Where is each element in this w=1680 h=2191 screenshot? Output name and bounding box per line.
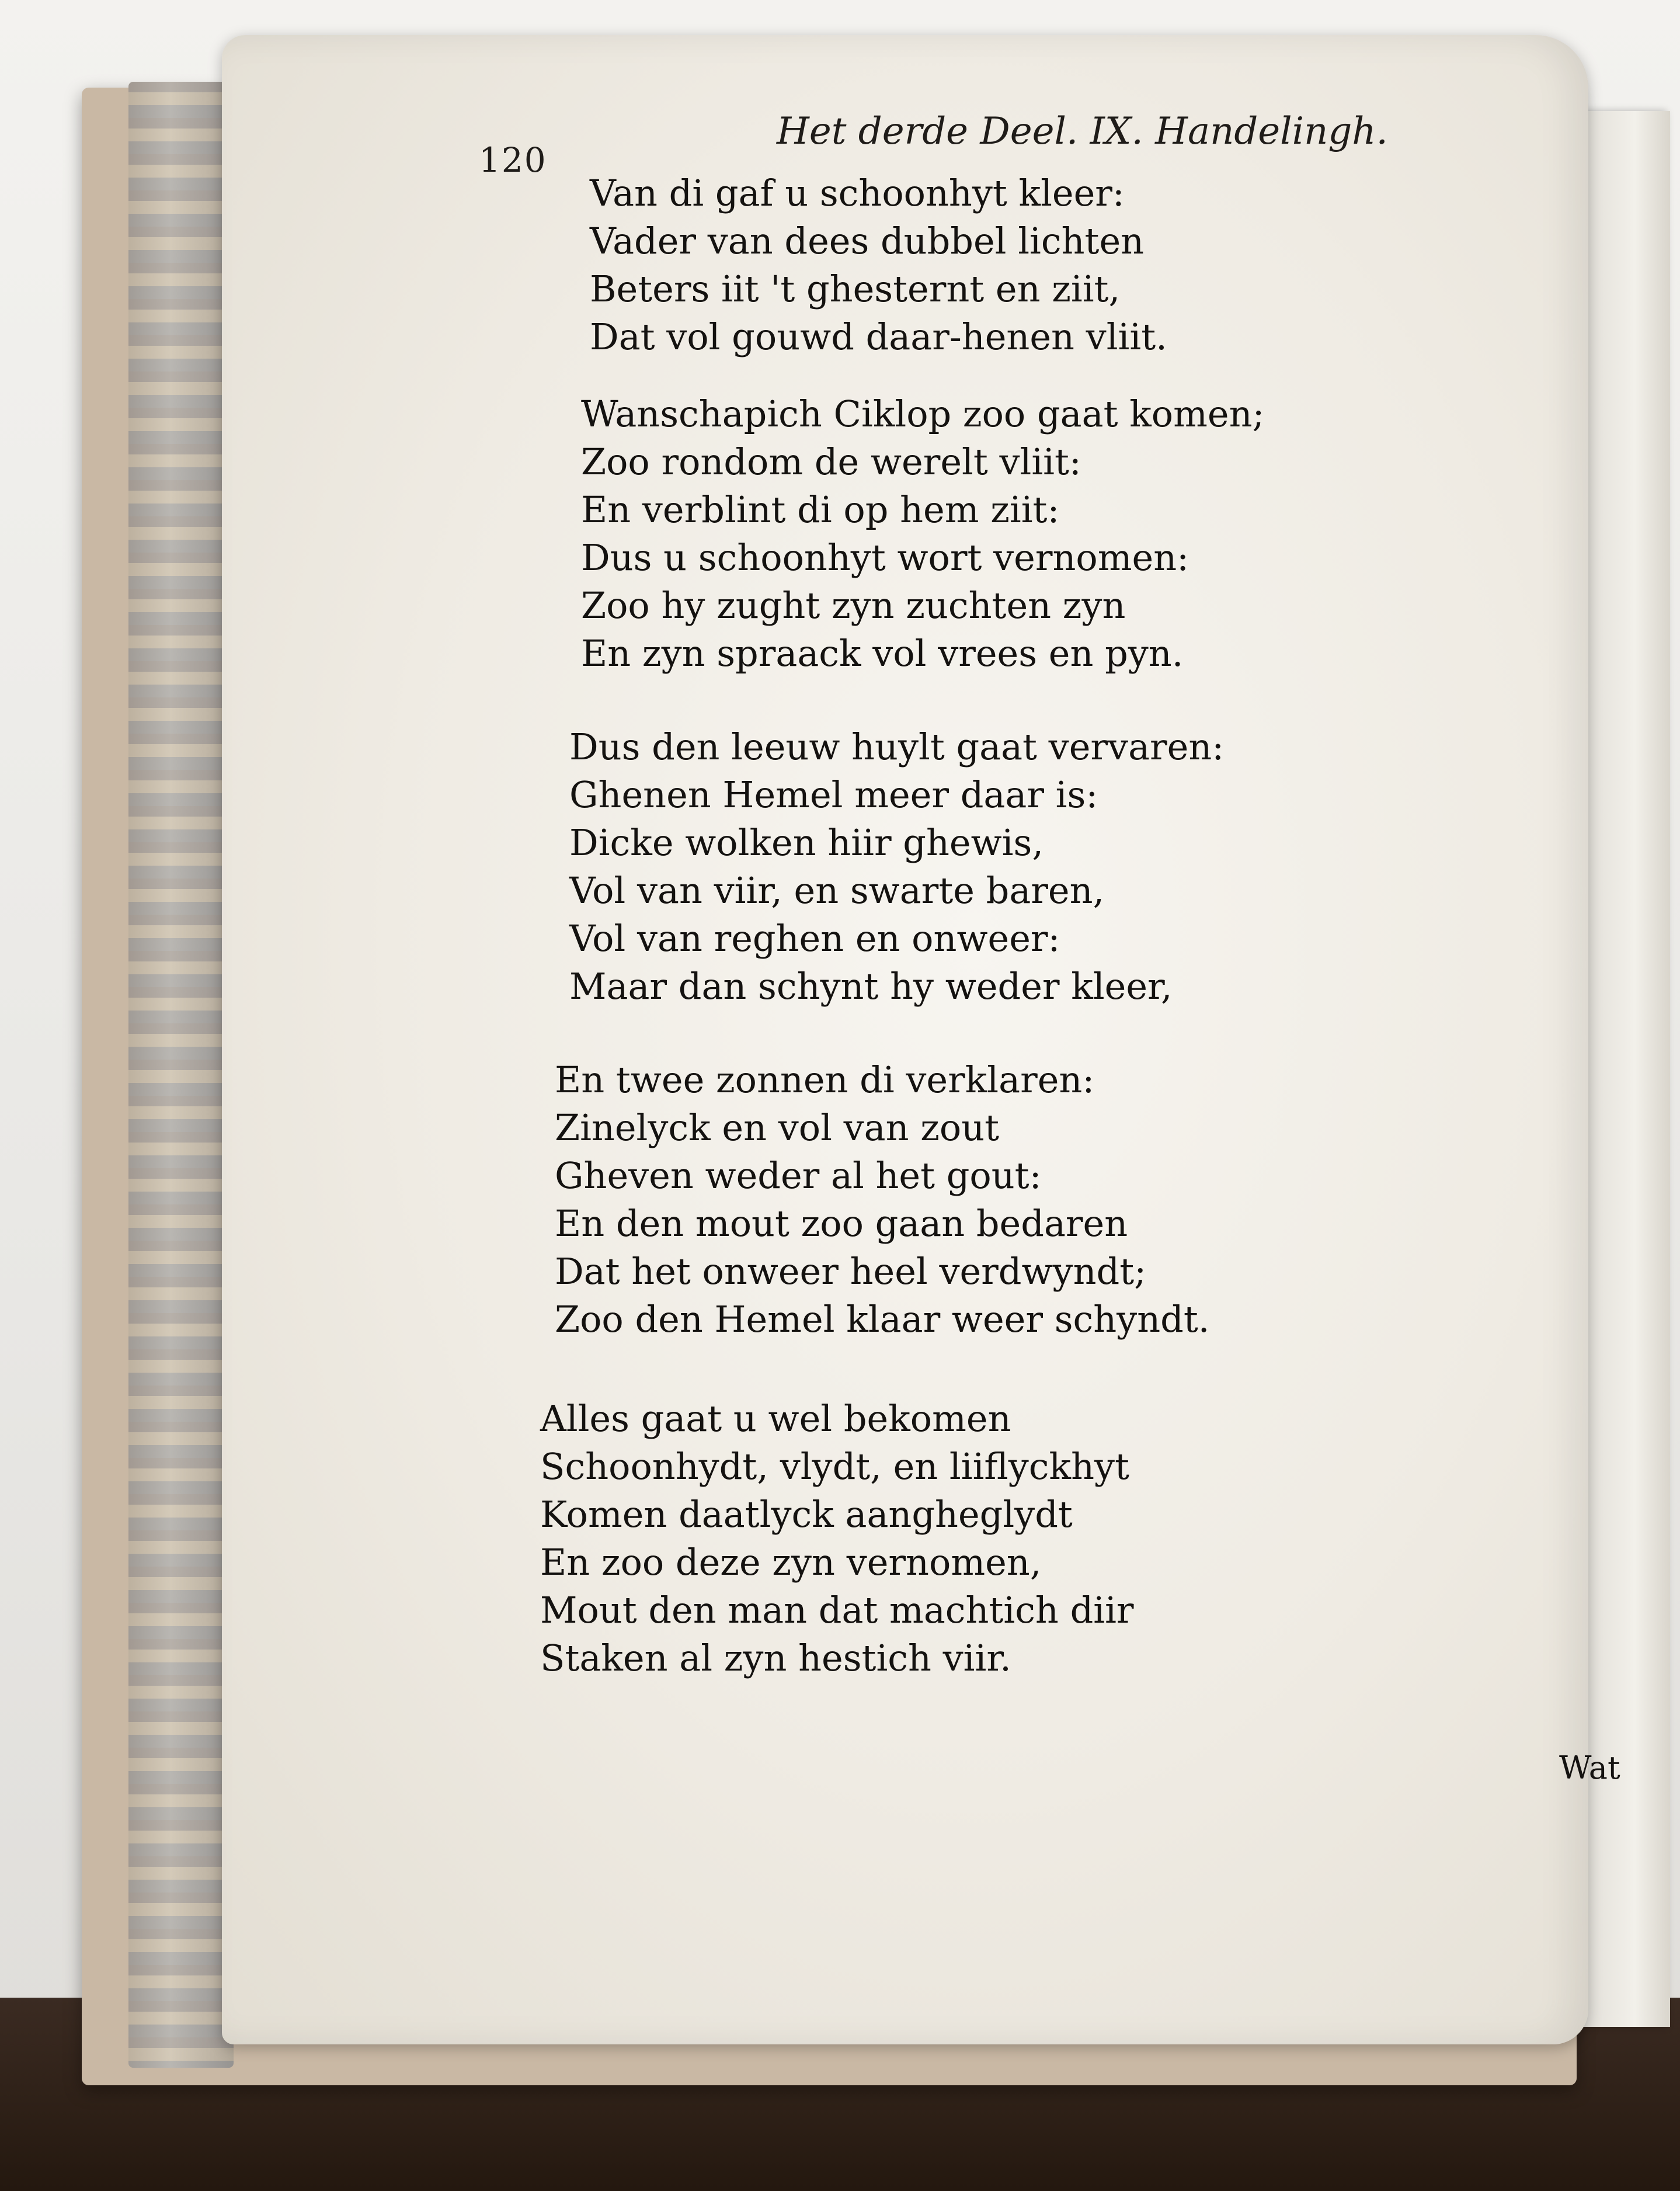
stanza	[569, 723, 1224, 1011]
facing-page-edge	[1582, 111, 1670, 2027]
verse-line: Zoo rondom de werelt vliit:	[581, 440, 1081, 483]
verse-line: Zoo hy zught zyn zuchten zyn	[581, 584, 1126, 627]
page-number: 120	[479, 140, 547, 180]
stanza	[540, 1395, 1134, 1682]
verse-line: Van di gaf u schoonhyt kleer:	[590, 172, 1125, 214]
verse-line: Vader van dees dubbel lichten	[590, 220, 1145, 262]
verse-line: Zinelyck en vol van zout	[555, 1106, 1000, 1149]
verse-line: Dat het onweer heel verdwyndt;	[555, 1250, 1147, 1293]
verse-line: Vol van viir, en swarte baren,	[569, 869, 1105, 912]
catchword: Wat	[1559, 1749, 1620, 1786]
book-spine-marbled	[128, 82, 234, 2068]
stanza	[581, 390, 1264, 678]
verse-line: Mout den man dat machtich diir	[540, 1589, 1134, 1631]
verse-line: Dat vol gouwd daar-henen vliit.	[590, 315, 1167, 358]
stanza	[555, 1056, 1209, 1343]
verse-line: Dus u schoonhyt wort vernomen:	[581, 536, 1189, 579]
verse-line: Alles gaat u wel bekomen	[540, 1397, 1011, 1440]
running-head: Het derde Deel. IX. Handelingh.	[777, 110, 1388, 153]
verse-line: Gheven weder al het gout:	[555, 1154, 1042, 1197]
verse-line: En twee zonnen di verklaren:	[555, 1058, 1095, 1101]
verse-line: Schoonhydt, vlydt, en liiflyckhyt	[540, 1445, 1129, 1488]
verse-line: Staken al zyn hestich viir.	[540, 1637, 1011, 1679]
stanza	[590, 169, 1167, 361]
verse-line: Zoo den Hemel klaar weer schyndt.	[555, 1298, 1210, 1341]
verse-line: Maar dan schynt hy weder kleer,	[569, 965, 1173, 1008]
verse-line: Dicke wolken hiir ghewis,	[569, 821, 1044, 864]
verse-line: Vol van reghen en onweer:	[569, 917, 1060, 960]
verse-line: Beters iit 't ghesternt en ziit,	[590, 268, 1121, 310]
verse-line: Dus den leeuw huylt gaat vervaren:	[569, 725, 1225, 768]
verse-line: Ghenen Hemel meer daar is:	[569, 773, 1098, 816]
verse-line: En zyn spraack vol vrees en pyn.	[581, 632, 1184, 675]
verse-line: En zoo deze zyn vernomen,	[540, 1541, 1042, 1584]
verse-line: En verblint di op hem ziit:	[581, 488, 1060, 531]
verse-line: Wanschapich Ciklop zoo gaat komen;	[581, 393, 1265, 435]
verse-line: En den mout zoo gaan bedaren	[555, 1202, 1128, 1245]
verse-line: Komen daatlyck aangheglydt	[540, 1493, 1073, 1536]
